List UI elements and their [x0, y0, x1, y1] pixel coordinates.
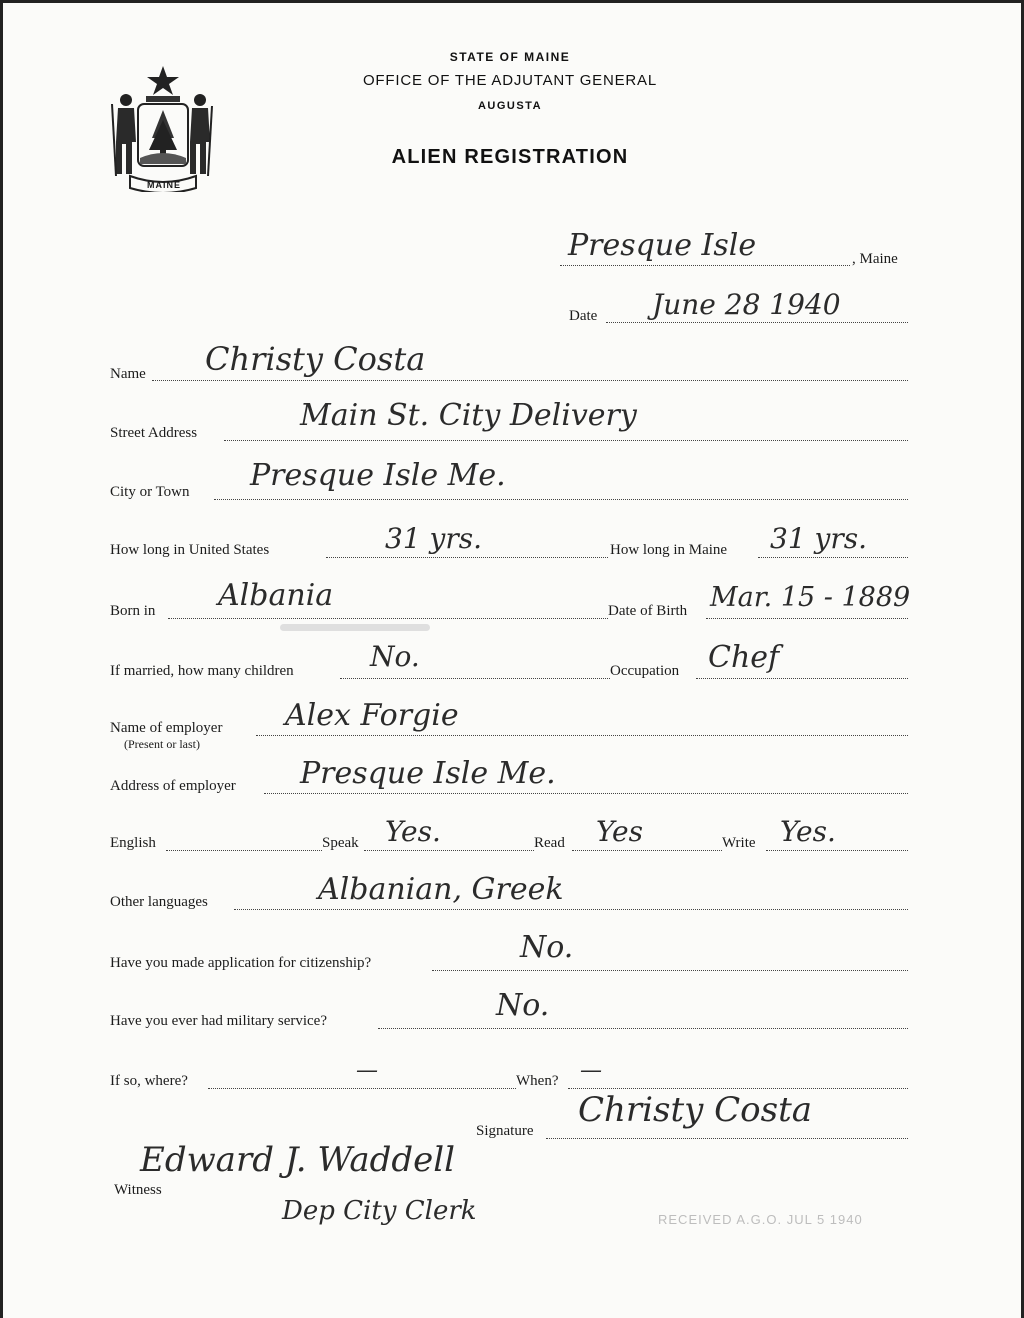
date-of-birth-label: Date of Birth — [608, 603, 688, 619]
how-long-us-entry: 31 yrs. — [385, 522, 483, 555]
employer-address-label: Address of employer — [110, 778, 236, 794]
witness-entry: Edward J. Waddell — [140, 1140, 456, 1180]
other-languages-entry: Albanian, Greek — [318, 872, 564, 907]
how-long-maine-label: How long in Maine — [610, 542, 728, 558]
scan-edge-left — [0, 0, 3, 1318]
read-line — [572, 850, 722, 851]
citizenship-label: Have you made application for citizenship? — [110, 955, 372, 971]
born-in-entry: Albania — [218, 578, 334, 613]
city-line — [214, 499, 908, 500]
employer-name-entry: Alex Forgie — [285, 698, 459, 733]
english-line — [166, 850, 322, 851]
children-entry: No. — [370, 640, 420, 673]
born-in-label: Born in — [110, 603, 156, 619]
received-stamp: RECEIVED A.G.O. JUL 5 1940 — [658, 1212, 863, 1227]
occupation-entry: Chef — [708, 640, 780, 675]
city-label: City or Town — [110, 484, 190, 500]
military-label: Have you ever had military service? — [110, 1013, 327, 1029]
header-city: AUGUSTA — [477, 100, 543, 112]
place-entry: Presque Isle — [568, 228, 757, 263]
children-label: If married, how many children — [110, 663, 294, 679]
employer-address-entry: Presque Isle Me. — [300, 756, 556, 791]
how-long-us-line — [326, 557, 608, 558]
date-entry: June 28 1940 — [652, 288, 841, 321]
witness-label: Witness — [114, 1182, 162, 1198]
seal-banner-text: MAINE — [147, 180, 181, 190]
employer-note-label: (Present or last) — [124, 737, 200, 751]
date-line — [606, 322, 908, 323]
citizenship-entry: No. — [520, 930, 574, 965]
military-entry: No. — [496, 988, 550, 1023]
read-entry: Yes — [596, 815, 643, 848]
name-line — [152, 380, 908, 381]
employer-name-label: Name of employer — [110, 720, 223, 736]
other-languages-label: Other languages — [110, 894, 208, 910]
speak-entry: Yes. — [385, 815, 441, 848]
name-label: Name — [110, 366, 146, 382]
if-so-where-label: If so, where? — [110, 1073, 188, 1089]
how-long-us-label: How long in United States — [110, 542, 270, 558]
if-so-where-line — [208, 1088, 516, 1089]
speak-label: Speak — [322, 835, 359, 851]
signature-line — [546, 1138, 908, 1139]
how-long-maine-line — [758, 557, 908, 558]
place-line — [560, 265, 850, 266]
name-entry: Christy Costa — [205, 340, 426, 378]
date-of-birth-line — [706, 618, 908, 619]
date-of-birth-entry: Mar. 15 - 1889 — [710, 582, 911, 613]
street-address-entry: Main St. City Delivery — [300, 398, 637, 433]
employer-name-line — [256, 735, 908, 736]
write-entry: Yes. — [780, 815, 836, 848]
scan-edge-top — [0, 0, 1024, 3]
witness-title-entry: Dep City Clerk — [282, 1196, 477, 1226]
ink-smudge — [280, 624, 430, 631]
signature-label: Signature — [476, 1123, 534, 1139]
other-languages-line — [234, 909, 908, 910]
date-label: Date — [569, 308, 598, 324]
occupation-line — [696, 678, 908, 679]
signature-entry: Christy Costa — [578, 1090, 813, 1130]
children-line — [340, 678, 610, 679]
maine-label: , Maine — [852, 251, 898, 267]
write-line — [766, 850, 908, 851]
born-in-line — [168, 618, 608, 619]
english-label: English — [110, 835, 156, 851]
state-seal-icon — [108, 64, 218, 192]
header-office: OFFICE OF THE ADJUTANT GENERAL — [362, 72, 658, 89]
employer-address-line — [264, 793, 908, 794]
when-label: When? — [516, 1073, 559, 1089]
when-entry: — — [580, 1058, 602, 1083]
read-label: Read — [534, 835, 565, 851]
header-state: STATE OF MAINE — [449, 50, 571, 64]
when-line — [568, 1088, 908, 1089]
occupation-label: Occupation — [610, 663, 680, 679]
citizenship-line — [432, 970, 908, 971]
if-so-where-entry: — — [356, 1058, 378, 1083]
write-label: Write — [722, 835, 756, 851]
military-line — [378, 1028, 908, 1029]
how-long-maine-entry: 31 yrs. — [770, 522, 868, 555]
speak-line — [364, 850, 534, 851]
street-address-line — [224, 440, 908, 441]
city-entry: Presque Isle Me. — [250, 458, 506, 493]
form-title: ALIEN REGISTRATION — [391, 146, 629, 168]
street-address-label: Street Address — [110, 425, 198, 441]
